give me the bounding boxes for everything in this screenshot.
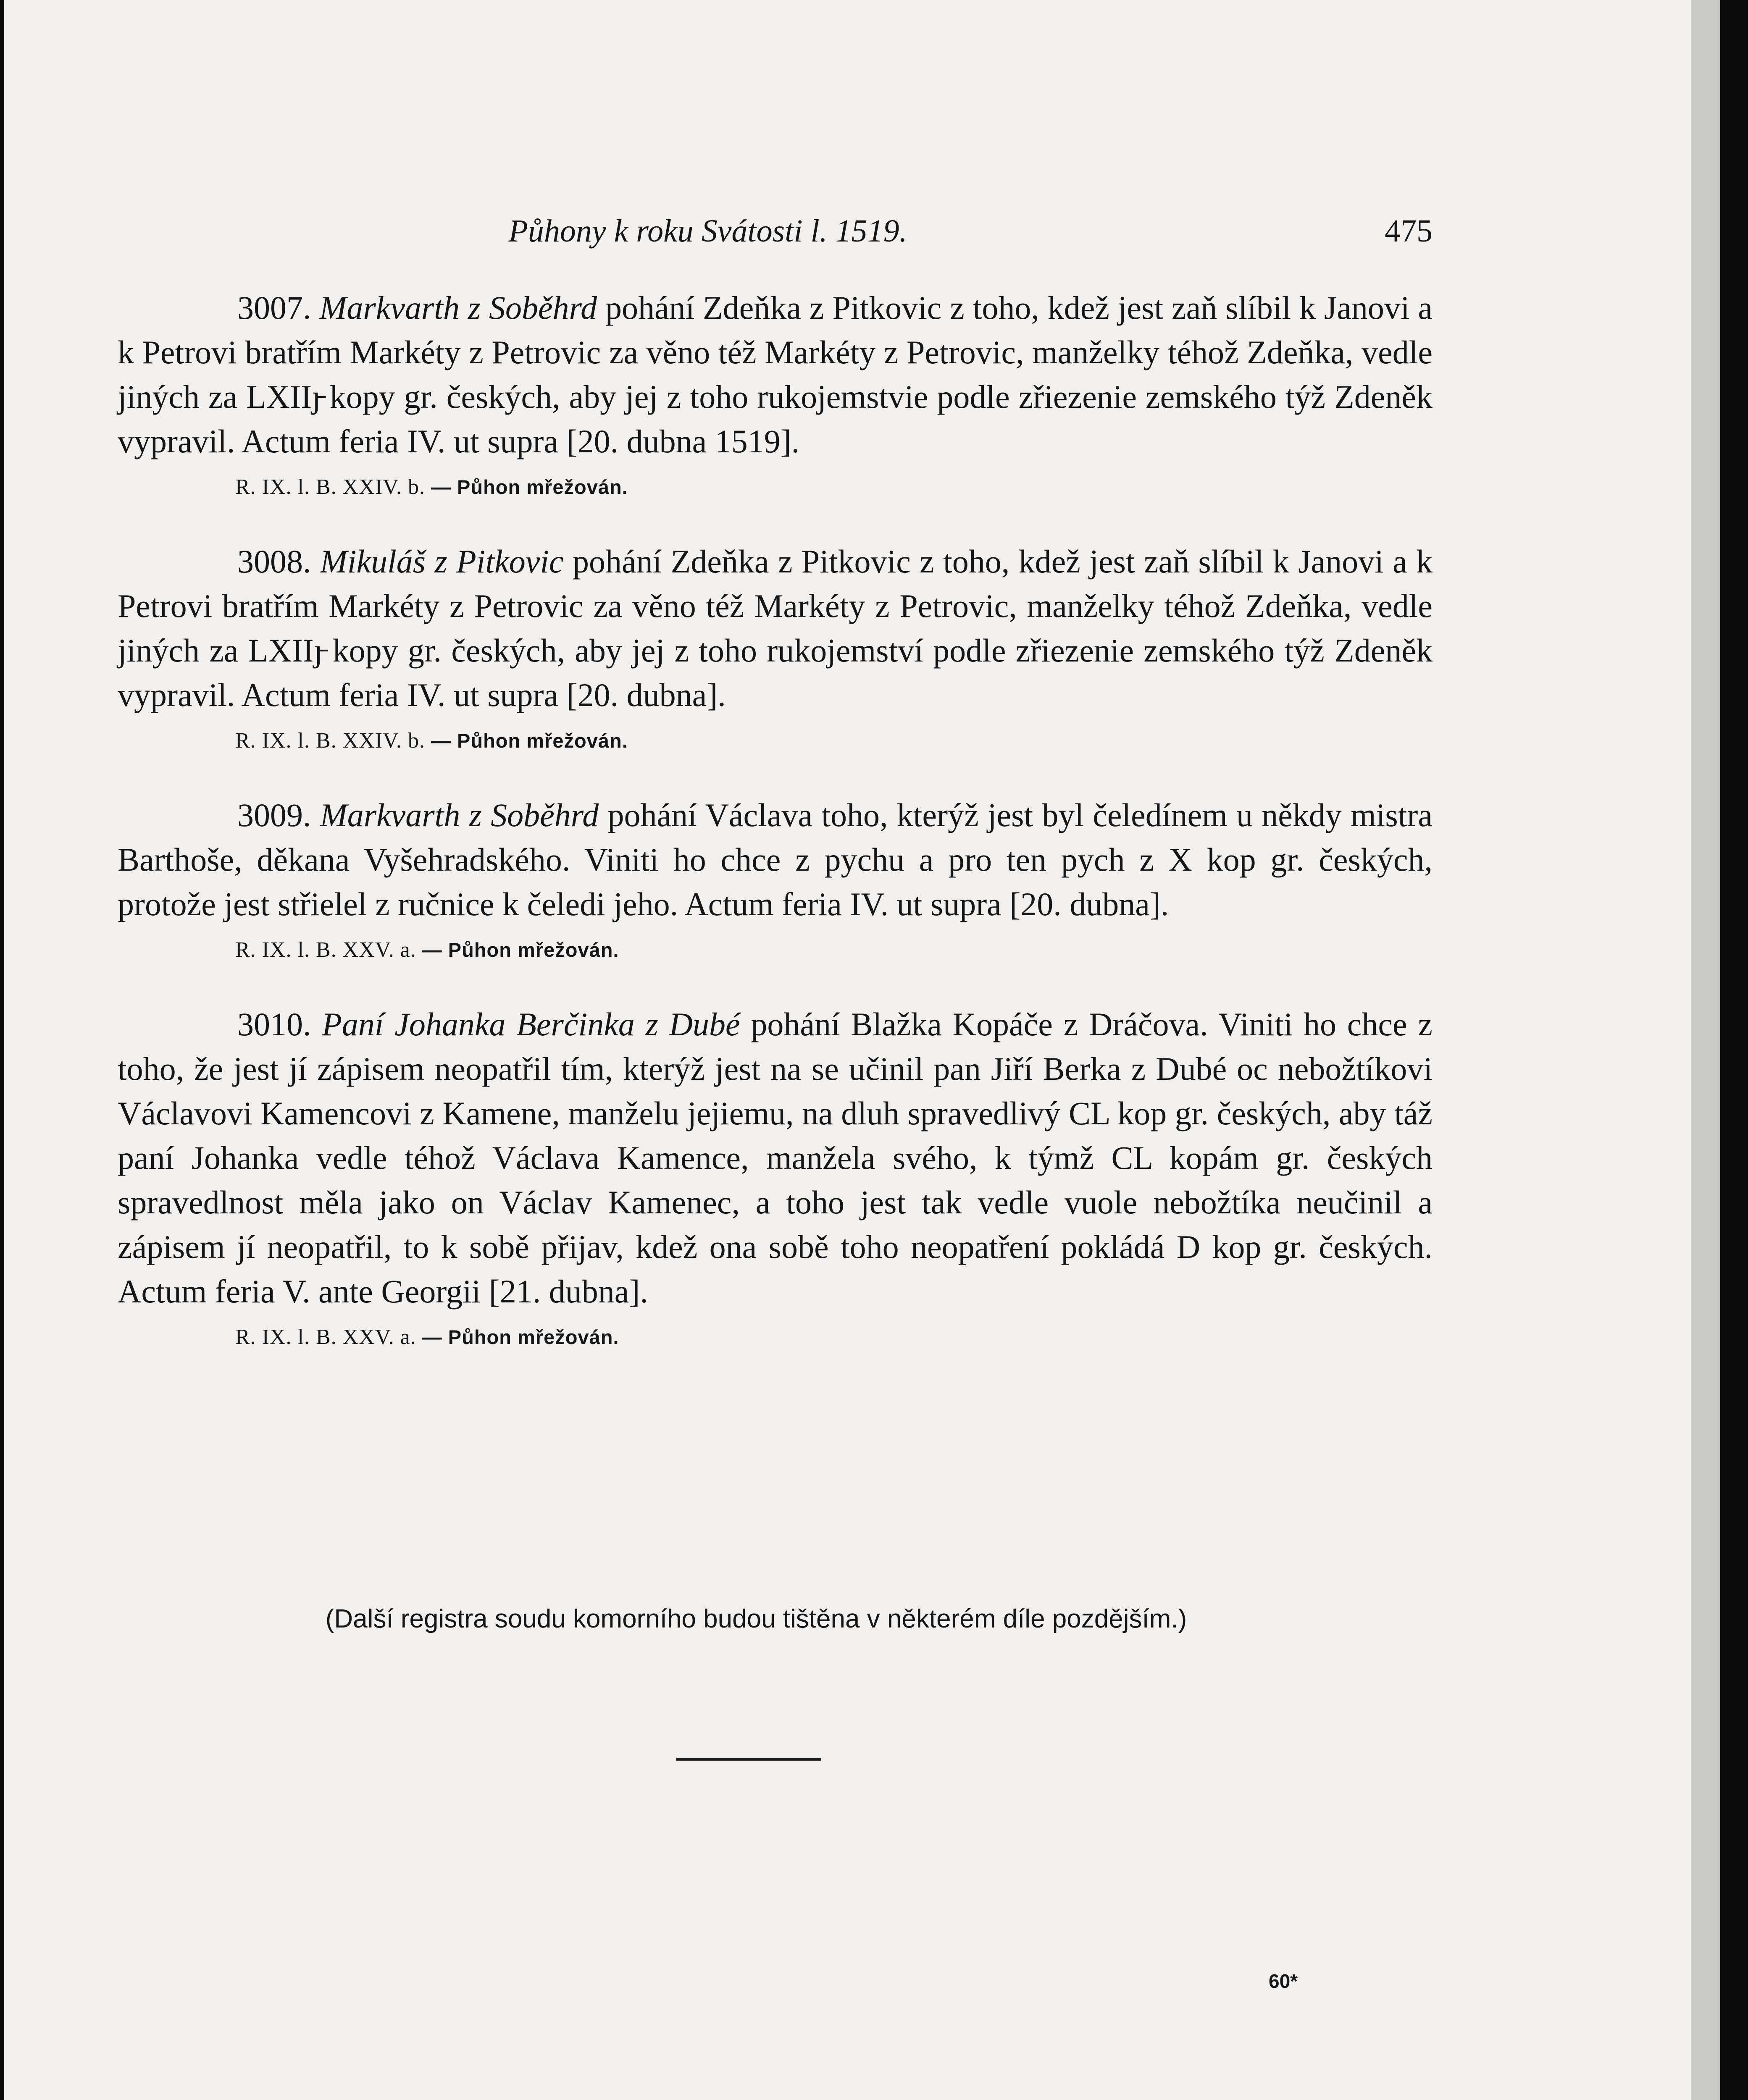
entry-text [118,1002,1433,1314]
entry-text [118,539,1433,717]
closing-note: (Další registra soudu komorního budou tištěna v některém díle pozdějším.) [325,1604,1187,1633]
party-names: Mikuláš z Pitkovic [320,543,564,580]
entry-body: pohání Zdeňka z Pitkovic z toho, kdež jest zaň slíbil k Janovi a k Petrovi bratřím Markéty z Petrovic za věno též Markéty z Petrovic, manželky téhož Zdeňka, vedle jiných za LXIIȷ̵ kopy gr. českých, aby jej z toho rukojemstvie podle zřiezenie zemského týž Zdeněk vypravil. Actum feria IV. ut supra [20. dubna 1519]. [118,289,1433,459]
party-names: Markvarth z Soběhrd [319,289,597,326]
entry-reference [235,932,1433,968]
entry-number: 3010. [237,1006,311,1042]
entry-reference [235,470,1433,505]
reference-note: — Půhon mřežován. [431,730,628,752]
reference-note: — Půhon mřežován. [431,476,628,498]
signature-mark: 60* [1269,1970,1298,1992]
register-reference: R. IX. l. B. XXV. a. [235,938,416,962]
entry-reference [235,1320,1433,1355]
entry-body: pohání Zdeňka z Pitkovic z toho, kdež jest zaň slíbil k Janovi a k Petrovi bratřím Markéty z Petrovic za věno též Markéty z Petrovic, manželky téhož Zdeňka, vedle jiných za LXIIȷ̵ kopy gr. českých, aby jej z toho rukojemství podle zřiezenie zemského týž Zdeněk vypravil. Actum feria IV. ut supra [20. dubna]. [118,543,1433,713]
page-edge [1691,0,1720,2100]
entry-number: 3009. [237,797,311,833]
entry-body: pohání Václava toho, kterýž jest byl čeledínem u někdy mistra Barthoše, děkana Vyšehradského. Viniti ho chce z pychu a pro ten pych z X kop gr. českých, protože jest střielel z ručnice k čeledi jeho. Actum feria IV. ut supra [20. dubna]. [118,797,1433,922]
entry-number: 3008. [237,543,311,580]
book-page [4,0,1720,2100]
running-title: Půhony k roku Svátosti l. 1519. [508,213,907,249]
entry-3009 [118,793,1433,968]
entry-3010 [118,1002,1433,1355]
entry-text [118,793,1433,927]
register-reference: R. IX. l. B. XXV. a. [235,1325,416,1349]
page-number: 475 [1385,213,1433,249]
running-head [118,210,1433,260]
entry-number: 3007. [237,289,311,326]
end-rule [676,1758,821,1761]
entries-list [118,286,1433,1355]
reference-note: — Půhon mřežován. [422,939,619,961]
party-names: Paní Johanka Berčinka z Dubé [322,1006,740,1042]
entry-body: pohání Blažka Kopáče z Dráčova. Viniti ho chce z toho, že jest jí zápisem neopatřil tím, kterýž jest na se učinil pan Jiří Berka z Dubé oc nebožtíkovi Václavovi Kamencovi z Kamene, manželu jejiemu, na dluh spravedlivý CL kop gr. českých, aby táž paní Johanka vedle téhož Václava Kamence, manžela svého, k týmž CL kopám gr. českých spravedlnost měla jako on Václav Kamenec, a toho jest tak vedle vuole nebožtíka neučinil a zápisem jí neopatřil, to k sobě přijav, kdež ona sobě toho neopatření pokládá D kop gr. českých. Actum feria V. ante Georgii [21. dubna]. [118,1006,1433,1310]
entry-reference [235,723,1433,759]
reference-note: — Půhon mřežován. [422,1326,619,1348]
entry-3008 [118,539,1433,759]
register-reference: R. IX. l. B. XXIV. b. [235,729,425,753]
entry-text [118,286,1433,464]
register-reference: R. IX. l. B. XXIV. b. [235,475,425,499]
entry-3007 [118,286,1433,505]
party-names: Markvarth z Soběhrd [320,797,599,833]
